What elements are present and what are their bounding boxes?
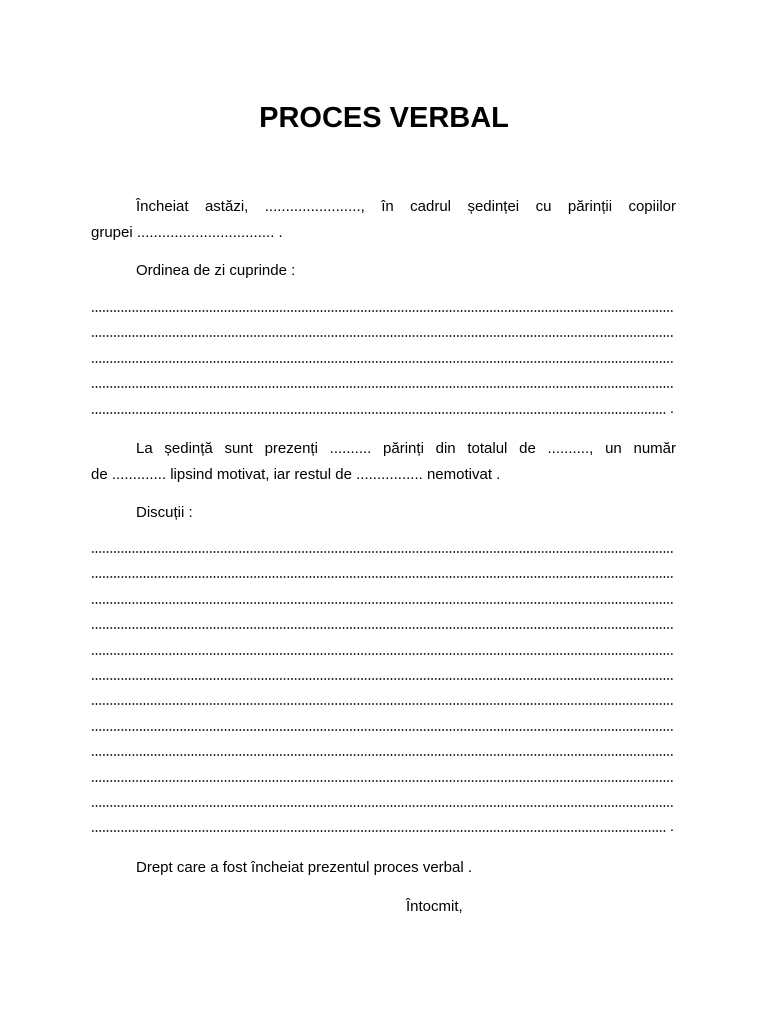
discussion-dotted-line	[91, 586, 676, 611]
dotted-rule	[91, 310, 674, 312]
dotted-rule	[91, 551, 674, 553]
dotted-rule	[91, 703, 674, 705]
discussion-label: Discuții :	[136, 504, 193, 521]
discussion-dotted-line	[91, 738, 676, 763]
signature-label: Întocmit,	[406, 898, 463, 915]
dotted-rule	[91, 412, 666, 414]
agenda-dotted-line	[91, 396, 676, 421]
dotted-rule	[91, 602, 674, 604]
dotted-rule	[91, 335, 674, 337]
dotted-rule	[91, 576, 674, 578]
discussion-dotted-line	[91, 687, 676, 712]
agenda-label: Ordinea de zi cuprinde :	[136, 262, 296, 279]
agenda-dotted-line	[91, 345, 676, 370]
dotted-rule	[91, 805, 674, 807]
discussion-dotted-line	[91, 637, 676, 662]
agenda-dotted-line	[91, 294, 676, 319]
line-end-mark: .	[669, 818, 674, 836]
dotted-rule	[91, 386, 674, 388]
dotted-rule	[91, 830, 666, 832]
discussion-dotted-line	[91, 789, 676, 814]
dotted-rule	[91, 627, 674, 629]
attendance-line-1: La ședință sunt prezenți .......... părinți din totalul de .........., un număr	[136, 440, 676, 457]
discussion-dotted-line	[91, 713, 676, 738]
agenda-dotted-line	[91, 319, 676, 344]
closing-statement: Drept care a fost încheiat prezentul proces verbal .	[136, 859, 473, 876]
discussion-dotted-line	[91, 764, 676, 789]
intro-line-2: grupei ................................. .	[91, 224, 283, 241]
discussion-dotted-line	[91, 611, 676, 636]
dotted-rule	[91, 754, 674, 756]
intro-line-1: Încheiat astăzi, ......................., în cadrul ședinței cu părinții copiilor	[136, 198, 676, 215]
discussion-dotted-line	[91, 560, 676, 585]
line-end-mark: .	[669, 399, 674, 417]
dotted-rule	[91, 729, 674, 731]
intro-paragraph	[91, 194, 676, 246]
agenda-dotted-lines	[91, 294, 676, 421]
dotted-rule	[91, 653, 674, 655]
dotted-rule	[91, 678, 674, 680]
document-title: PROCES VERBAL	[259, 102, 509, 134]
discussion-dotted-line	[91, 535, 676, 560]
dotted-rule	[91, 361, 674, 363]
discussion-dotted-lines	[91, 535, 676, 840]
agenda-dotted-line	[91, 370, 676, 395]
attendance-line-2: de ............. lipsind motivat, iar restul de ................ nemotivat .	[91, 466, 501, 483]
dotted-rule	[91, 780, 674, 782]
discussion-dotted-line	[91, 662, 676, 687]
attendance-paragraph	[91, 436, 676, 488]
discussion-dotted-line	[91, 814, 676, 839]
